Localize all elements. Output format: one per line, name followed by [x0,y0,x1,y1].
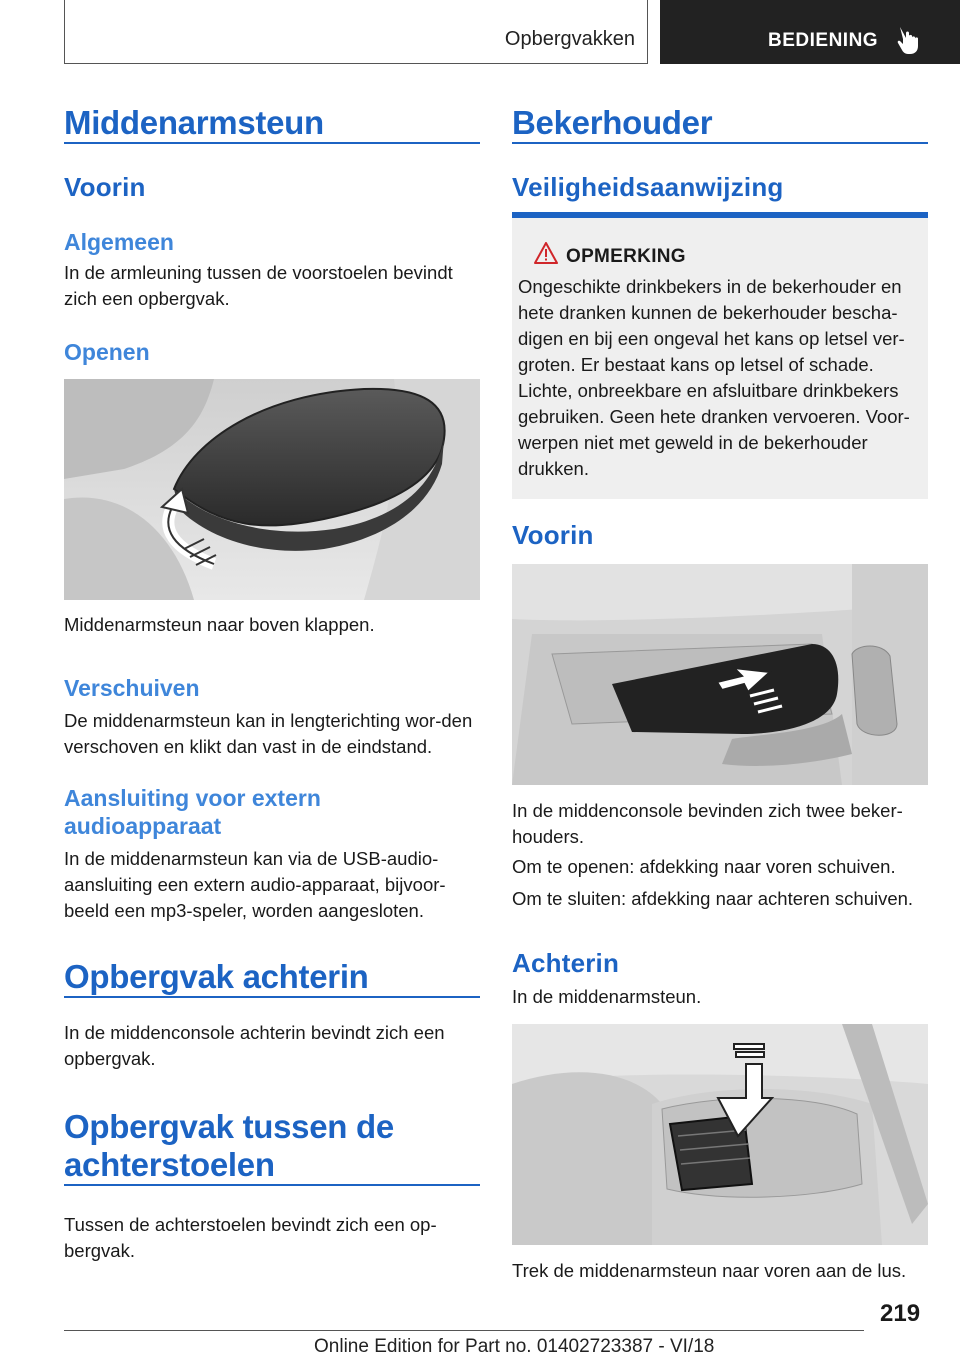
heading-middenarmsteun: Middenarmsteun [64,104,480,144]
heading-opbergvak-tussen: Opbergvak tussen de achterstoelen [64,1108,480,1186]
heading-bekerhouder: Bekerhouder [512,104,928,144]
paragraph-algemeen: In de armleuning tussen de voorstoelen bevindt zich een opbergvak. [64,262,453,309]
heading-opbergvak-achterin: Opbergvak achterin [64,958,480,998]
caption-openen: Middenarmsteun naar boven klappen. [64,614,375,635]
paragraph-opbergvak-achterin: In de middenconsole achterin bevindt zich een opbergvak. [64,1022,445,1069]
running-header-box [64,0,648,64]
heading-veiligheidsaanwijzing: Veiligheidsaanwijzing [512,172,784,202]
header-chapter-title: BEDIENING [768,30,879,51]
footer-divider [64,1330,864,1331]
warning-note-box [512,212,928,499]
page-number: 219 [880,1300,921,1327]
paragraph-voorin-1: In de middenconsole bevinden zich twee beker-houders. [512,800,903,847]
paragraph-achterin: In de middenarmsteun. [512,986,702,1007]
heading-verschuiven: Verschuiven [64,675,200,701]
warning-triangle-icon [534,242,558,264]
hand-pointer-icon [896,24,920,56]
paragraph-voorin-2: Om te openen: afdekking naar voren schuiven. [512,856,896,877]
paragraph-opbergvak-tussen: Tussen de achterstoelen bevindt zich een op-bergvak. [64,1214,437,1261]
heading-algemeen: Algemeen [64,229,174,255]
image-cupholder-front [512,564,928,785]
chapter-tab [660,0,960,64]
header-section-title: Opbergvakken [504,28,635,50]
caption-achterin: Trek de middenarmsteun naar voren aan de lus. [512,1260,907,1281]
paragraph-verschuiven: De middenarmsteun kan in lengterichting wor-den verschoven en klikt dan vast in de eindstand. [64,710,473,757]
heading-aansluiting: Aansluiting voor extern audioapparaat [64,785,321,839]
heading-voorin-left: Voorin [64,172,146,202]
heading-achterin: Achterin [512,948,620,978]
note-body: Ongeschikte drinkbekers in de bekerhouder en hete dranken kunnen de bekerhouder bescha-digen en bij een ongeval het kans op letsel ver-groten. Er bestaat kans op letsel of schade. Lichte, onbreekbare en afsluitbare drinkbekers gebruiken. Geen hete dranken vervoeren. Voor-werpen niet met geweld in de bekerhouder drukken. [518,276,910,479]
image-armrest-open [64,379,480,600]
note-title: OPMERKING [566,246,686,267]
footer-edition: Online Edition for Part no. 01402723387 - VI/18 [314,1336,715,1357]
heading-openen: Openen [64,339,150,365]
image-cupholder-rear [512,1024,928,1245]
paragraph-voorin-3: Om te sluiten: afdekking naar achteren schuiven. [512,888,914,909]
heading-voorin-right: Voorin [512,520,594,550]
paragraph-aansluiting: In de middenarmsteun kan via de USB-audio-aansluiting een extern audio-apparaat, bijvoor-beeld een mp3-speler, worden aangesloten. [64,848,446,921]
